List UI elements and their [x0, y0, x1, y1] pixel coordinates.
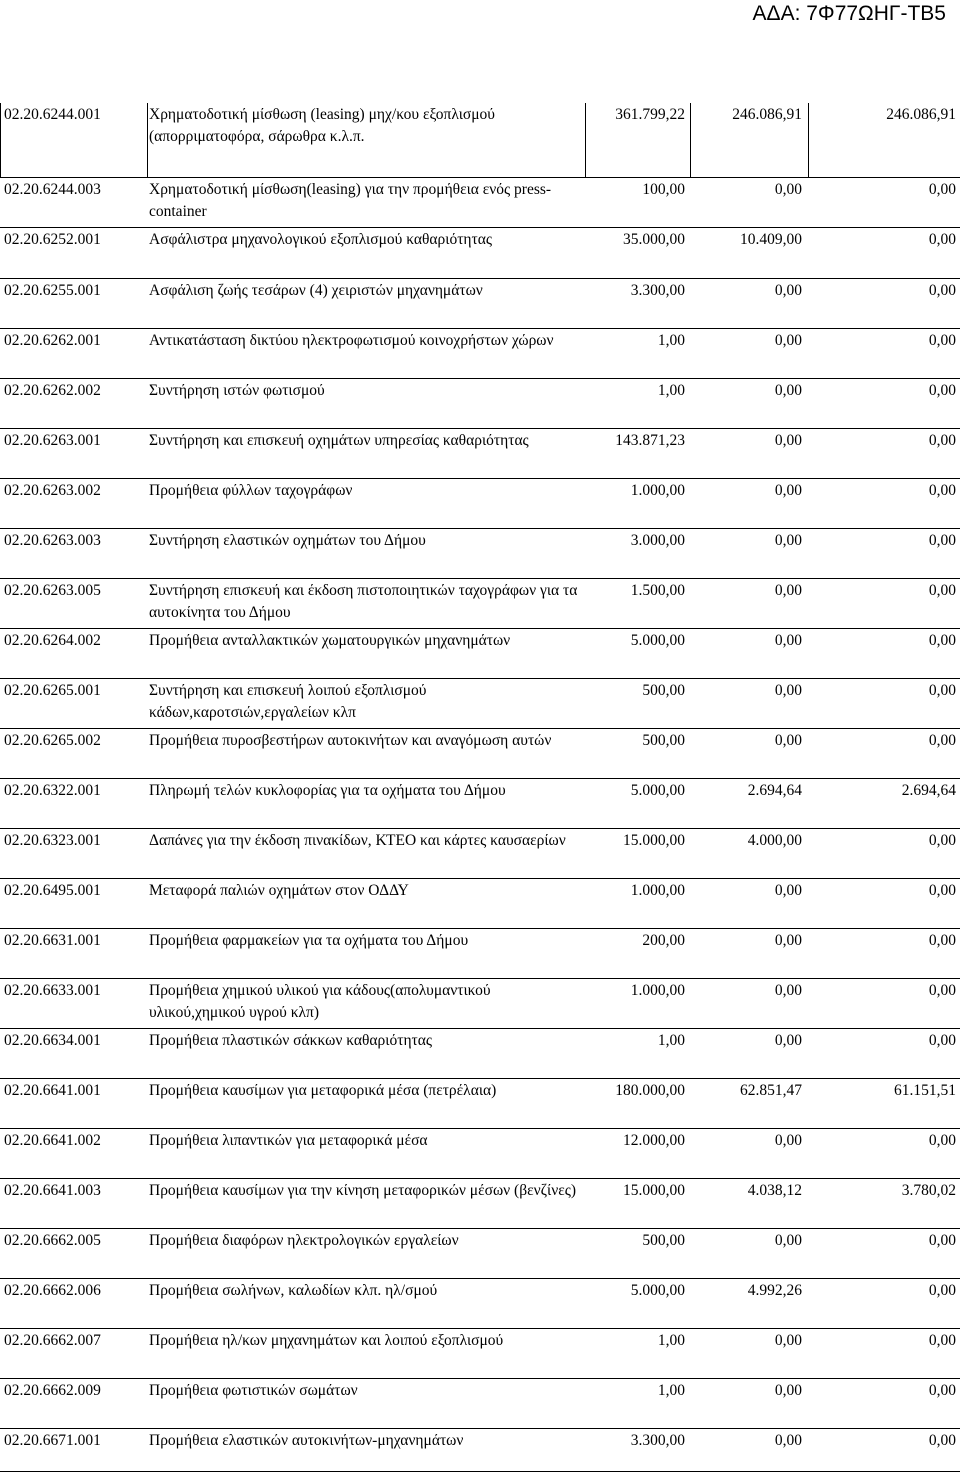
- account-code: 02.20.6495.001: [4, 882, 101, 899]
- paid-amount: 0,00: [928, 1232, 956, 1249]
- description: Δαπάνες για την έκδοση πινακίδων, ΚΤΕΟ και κάρτες καυσαερίων: [149, 832, 566, 849]
- column-divider: [147, 103, 148, 177]
- table-row: [0, 279, 960, 329]
- description: Μεταφορά παλιών οχημάτων στον ΟΔΔΥ: [149, 882, 409, 899]
- budgeted-amount: 100,00: [642, 181, 685, 198]
- budgeted-amount: 3.300,00: [630, 282, 685, 299]
- account-code: 02.20.6322.001: [4, 782, 101, 799]
- description: Προμήθεια λιπαντικών για μεταφορικά μέσα: [149, 1132, 428, 1149]
- account-code: 02.20.6263.003: [4, 532, 101, 549]
- account-code: 02.20.6262.002: [4, 382, 101, 399]
- committed-amount: 0,00: [774, 732, 802, 749]
- budgeted-amount: 361.799,22: [615, 106, 685, 123]
- budgeted-amount: 1,00: [657, 1382, 685, 1399]
- paid-amount: 0,00: [928, 482, 956, 499]
- account-code: 02.20.6631.001: [4, 932, 101, 949]
- budgeted-amount: 180.000,00: [615, 1082, 685, 1099]
- paid-amount: 0,00: [928, 181, 956, 198]
- committed-amount: 0,00: [774, 932, 802, 949]
- budgeted-amount: 1,00: [657, 1332, 685, 1349]
- budget-table: [0, 103, 960, 1472]
- paid-amount: 0,00: [928, 1432, 956, 1449]
- paid-amount: 0,00: [928, 532, 956, 549]
- table-row: [0, 479, 960, 529]
- description: Πληρωμή τελών κυκλοφορίας για τα οχήματα του Δήμου: [149, 782, 506, 799]
- table-row: [0, 679, 960, 729]
- committed-amount: 0,00: [774, 432, 802, 449]
- committed-amount: 0,00: [774, 532, 802, 549]
- table-row: [0, 579, 960, 629]
- paid-amount: 246.086,91: [886, 106, 956, 123]
- account-code: 02.20.6662.006: [4, 1282, 101, 1299]
- committed-amount: 0,00: [774, 582, 802, 599]
- paid-amount: 0,00: [928, 282, 956, 299]
- budgeted-amount: 3.300,00: [630, 1432, 685, 1449]
- account-code: 02.20.6633.001: [4, 982, 101, 999]
- table-row: [0, 1329, 960, 1379]
- paid-amount: 61.151,51: [894, 1082, 956, 1099]
- description: Προμήθεια διαφόρων ηλεκτρολογικών εργαλείων: [149, 1232, 459, 1249]
- paid-amount: 0,00: [928, 1132, 956, 1149]
- account-code: 02.20.6252.001: [4, 231, 101, 248]
- table-row: [0, 879, 960, 929]
- committed-amount: 0,00: [774, 382, 802, 399]
- account-code: 02.20.6662.007: [4, 1332, 101, 1349]
- table-row: [0, 1179, 960, 1229]
- column-divider: [585, 103, 586, 177]
- description: Προμήθεια σωλήνων, καλωδίων κλπ. ηλ/σμού: [149, 1282, 438, 1299]
- budgeted-amount: 1,00: [657, 382, 685, 399]
- budgeted-amount: 5.000,00: [630, 632, 685, 649]
- description: Συντήρηση ελαστικών οχημάτων του Δήμου: [149, 532, 426, 549]
- paid-amount: 0,00: [928, 882, 956, 899]
- paid-amount: 0,00: [928, 382, 956, 399]
- description: Ασφάλιση ζωής τεσάρων (4) χειριστών μηχανημάτων: [149, 282, 483, 299]
- account-code: 02.20.6641.003: [4, 1182, 101, 1199]
- table-row: [0, 629, 960, 679]
- budgeted-amount: 35.000,00: [623, 231, 685, 248]
- committed-amount: 0,00: [774, 1432, 802, 1449]
- paid-amount: 0,00: [928, 982, 956, 999]
- table-row: [0, 729, 960, 779]
- committed-amount: 10.409,00: [740, 231, 802, 248]
- account-code: 02.20.6244.003: [4, 181, 101, 198]
- committed-amount: 0,00: [774, 882, 802, 899]
- table-row: [0, 379, 960, 429]
- committed-amount: 0,00: [774, 1232, 802, 1249]
- budgeted-amount: 200,00: [642, 932, 685, 949]
- committed-amount: 62.851,47: [740, 1082, 802, 1099]
- table-row: [0, 329, 960, 379]
- budgeted-amount: 1.000,00: [630, 882, 685, 899]
- paid-amount: 3.780,02: [901, 1182, 956, 1199]
- account-code: 02.20.6244.001: [4, 106, 101, 123]
- table-row: [0, 1279, 960, 1329]
- paid-amount: 0,00: [928, 932, 956, 949]
- paid-amount: 0,00: [928, 1282, 956, 1299]
- account-code: 02.20.6255.001: [4, 282, 101, 299]
- description: Χρηματοδοτική μίσθωση (leasing) μηχ/κου εξοπλισμού (απορριματοφόρα, σάρωθρα κ.λ.π.: [149, 106, 495, 145]
- description: Προμήθεια χημικού υλικού για κάδους(απολυμαντικού υλικού,χημικού υγρού κλπ): [149, 982, 491, 1021]
- account-code: 02.20.6265.001: [4, 682, 101, 699]
- account-code: 02.20.6662.009: [4, 1382, 101, 1399]
- paid-amount: 0,00: [928, 1382, 956, 1399]
- table-row: [0, 429, 960, 479]
- budgeted-amount: 1.000,00: [630, 982, 685, 999]
- paid-amount: 0,00: [928, 1032, 956, 1049]
- description: Προμήθεια φύλλων ταχογράφων: [149, 482, 353, 499]
- committed-amount: 0,00: [774, 1032, 802, 1049]
- budgeted-amount: 12.000,00: [623, 1132, 685, 1149]
- paid-amount: 0,00: [928, 231, 956, 248]
- budgeted-amount: 1.500,00: [630, 582, 685, 599]
- budgeted-amount: 1,00: [657, 332, 685, 349]
- table-row: [0, 1229, 960, 1279]
- budgeted-amount: 5.000,00: [630, 782, 685, 799]
- account-code: 02.20.6263.005: [4, 582, 101, 599]
- table-row: [0, 1079, 960, 1129]
- committed-amount: 0,00: [774, 682, 802, 699]
- account-code: 02.20.6264.002: [4, 632, 101, 649]
- paid-amount: 2.694,64: [901, 782, 956, 799]
- description: Συντήρηση επισκευή και έκδοση πιστοποιητικών ταχογράφων για τα αυτοκίνητα του Δήμου: [149, 582, 578, 621]
- committed-amount: 0,00: [774, 482, 802, 499]
- budgeted-amount: 500,00: [642, 682, 685, 699]
- committed-amount: 0,00: [774, 1382, 802, 1399]
- committed-amount: 4.992,26: [747, 1282, 802, 1299]
- table-row: [0, 829, 960, 879]
- paid-amount: 0,00: [928, 632, 956, 649]
- description: Προμήθεια ελαστικών αυτοκινήτων-μηχανημάτων: [149, 1432, 464, 1449]
- paid-amount: 0,00: [928, 832, 956, 849]
- budgeted-amount: 500,00: [642, 732, 685, 749]
- account-code: 02.20.6641.002: [4, 1132, 101, 1149]
- paid-amount: 0,00: [928, 332, 956, 349]
- table-row: [0, 529, 960, 579]
- description: Προμήθεια πλαστικών σάκκων καθαριότητας: [149, 1032, 433, 1049]
- table-row: [0, 178, 960, 228]
- budgeted-amount: 143.871,23: [615, 432, 685, 449]
- description: Προμήθεια ηλ/κων μηχανημάτων και λοιπού εξοπλισμού: [149, 1332, 504, 1349]
- table-row: [0, 979, 960, 1029]
- ada-code: ΑΔΑ: 7Φ77ΩΗΓ-ΤΒ5: [752, 2, 946, 25]
- account-code: 02.20.6641.001: [4, 1082, 101, 1099]
- committed-amount: 4.038,12: [747, 1182, 802, 1199]
- description: Ασφάλιστρα μηχανολογικού εξοπλισμού καθαριότητας: [149, 231, 493, 248]
- description: Προμήθεια φαρμακείων για τα οχήματα του Δήμου: [149, 932, 469, 949]
- account-code: 02.20.6265.002: [4, 732, 101, 749]
- column-divider: [0, 103, 1, 177]
- account-code: 02.20.6263.001: [4, 432, 101, 449]
- column-divider: [808, 103, 809, 177]
- committed-amount: 0,00: [774, 282, 802, 299]
- paid-amount: 0,00: [928, 432, 956, 449]
- table-row: [0, 779, 960, 829]
- table-row: [0, 1129, 960, 1179]
- description: Συντήρηση ιστών φωτισμού: [149, 382, 325, 399]
- table-row: [0, 103, 960, 178]
- account-code: 02.20.6263.002: [4, 482, 101, 499]
- table-row: [0, 228, 960, 279]
- paid-amount: 0,00: [928, 682, 956, 699]
- description: Προμήθεια καυσίμων για την κίνηση μεταφορικών μέσων (βενζίνες): [149, 1182, 577, 1199]
- committed-amount: 0,00: [774, 332, 802, 349]
- committed-amount: 246.086,91: [732, 106, 802, 123]
- description: Προμήθεια ανταλλακτικών χωματουργικών μηχανημάτων: [149, 632, 511, 649]
- description: Συντήρηση και επισκευή λοιπού εξοπλισμού κάδων,καροτσιών,εργαλείων κλπ: [149, 682, 427, 721]
- column-divider: [690, 103, 691, 177]
- description: Προμήθεια καυσίμων για μεταφορικά μέσα (πετρέλαια): [149, 1082, 497, 1099]
- description: Συντήρηση και επισκευή οχημάτων υπηρεσίας καθαριότητας: [149, 432, 529, 449]
- committed-amount: 0,00: [774, 982, 802, 999]
- description: Χρηματοδοτική μίσθωση(leasing) για την προμήθεια ενός press-container: [149, 181, 552, 220]
- committed-amount: 0,00: [774, 1132, 802, 1149]
- account-code: 02.20.6671.001: [4, 1432, 101, 1449]
- paid-amount: 0,00: [928, 732, 956, 749]
- committed-amount: 0,00: [774, 632, 802, 649]
- account-code: 02.20.6323.001: [4, 832, 101, 849]
- committed-amount: 2.694,64: [747, 782, 802, 799]
- budgeted-amount: 3.000,00: [630, 532, 685, 549]
- table-row: [0, 1029, 960, 1079]
- budgeted-amount: 15.000,00: [623, 1182, 685, 1199]
- account-code: 02.20.6634.001: [4, 1032, 101, 1049]
- committed-amount: 0,00: [774, 1332, 802, 1349]
- committed-amount: 0,00: [774, 181, 802, 198]
- budgeted-amount: 15.000,00: [623, 832, 685, 849]
- account-code: 02.20.6262.001: [4, 332, 101, 349]
- account-code: 02.20.6662.005: [4, 1232, 101, 1249]
- table-row: [0, 929, 960, 979]
- budgeted-amount: 1,00: [657, 1032, 685, 1049]
- paid-amount: 0,00: [928, 1332, 956, 1349]
- description: Προμήθεια φωτιστικών σωμάτων: [149, 1382, 358, 1399]
- table-row: [0, 1429, 960, 1472]
- table-row: [0, 1379, 960, 1429]
- paid-amount: 0,00: [928, 582, 956, 599]
- description: Προμήθεια πυροσβεστήρων αυτοκινήτων και αναγόμωση αυτών: [149, 732, 552, 749]
- description: Αντικατάσταση δικτύου ηλεκτροφωτισμού κοινοχρήστων χώρων: [149, 332, 554, 349]
- budgeted-amount: 5.000,00: [630, 1282, 685, 1299]
- budgeted-amount: 500,00: [642, 1232, 685, 1249]
- budgeted-amount: 1.000,00: [630, 482, 685, 499]
- committed-amount: 4.000,00: [747, 832, 802, 849]
